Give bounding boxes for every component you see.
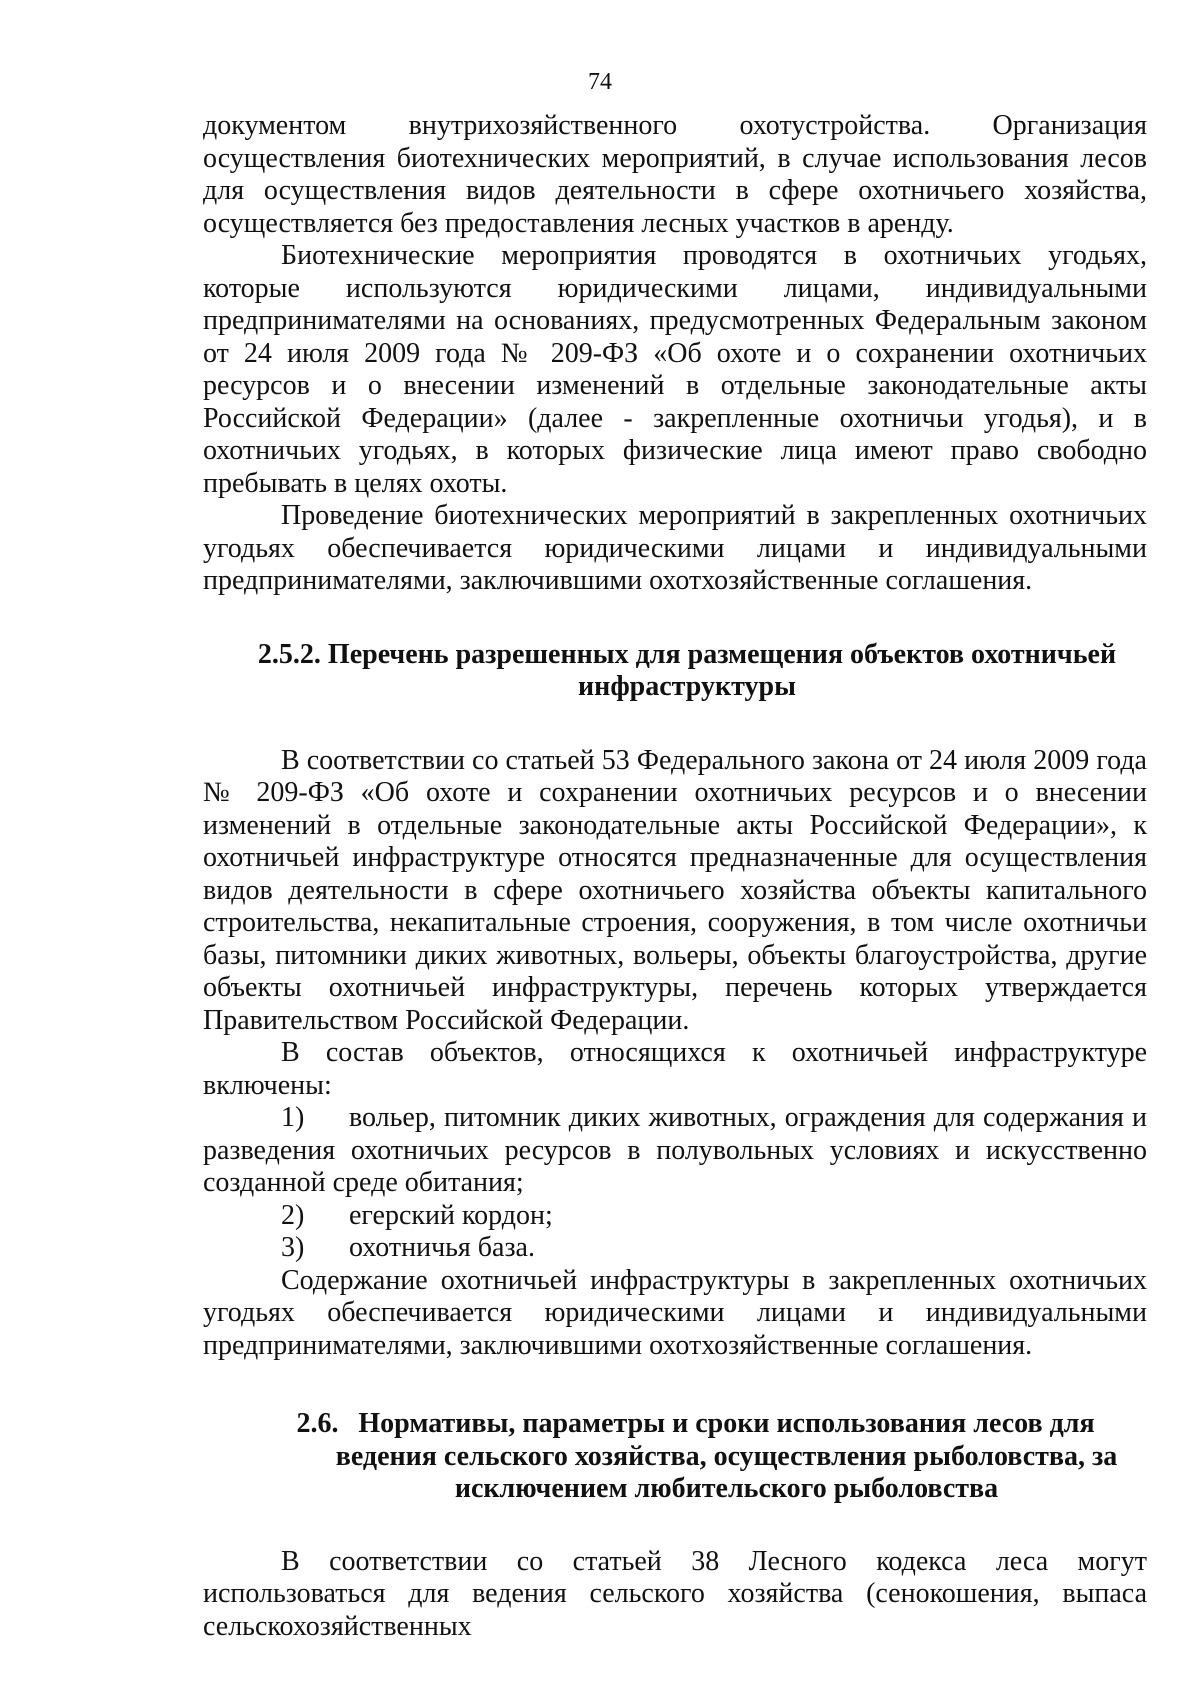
paragraph-2: Биотехнические мероприятия проводятся в охотничьих угодьях, которые используются юридическими лицами, индивидуальными предпринимателями на основаниях, предусмотренных Федеральным законом от 24 июля 2009 года № 209-ФЗ «Об охоте и о сохранении охотничьих ресурсов и о внесении изменений в отдельные законодательные акты Российской Федерации» (далее - закрепленные охотничьи угодья), и в охотничьих угодьях, в которых физические лица имеют право свободно пребывать в целях охоты. (203, 240, 1147, 499)
paragraph-5: В состав объектов, относящихся к охотничьей инфраструктуре включены: (203, 1037, 1147, 1101)
paragraph-6: Содержание охотничьей инфраструктуры в закрепленных охотничьих угодьях обеспечивается юридическими лицами и индивидуальными предпринимателями, заключившими охотхозяйственные соглашения. (203, 1264, 1147, 1361)
list-item (203, 1232, 1147, 1265)
list-item-text: егерский кордон; (349, 1199, 553, 1231)
document-body (203, 110, 1147, 1643)
paragraph-3: Проведение биотехнических мероприятий в закрепленных охотничьих угодьях обеспечивается юридическими лицами и индивидуальными предпринимателями, заключившими охотхозяйственные соглашения. (203, 500, 1147, 596)
heading-line: ведения сельского хозяйства, осуществления рыболовства, за (335, 1440, 1118, 1472)
infrastructure-list (203, 1102, 1147, 1265)
list-item-text: вольер, питомник диких животных, ограждения для содержания и разведения охотничьих ресурсов в полувольных условиях и искусственно созданной среде обитания; (203, 1102, 1147, 1198)
heading-line: инфраструктуры (578, 671, 796, 702)
list-item (203, 1102, 1147, 1200)
heading-text (306, 1408, 1147, 1506)
heading-line: исключением любительского рыболовства (454, 1473, 999, 1504)
list-item-number: 3) (281, 1232, 305, 1263)
list-item-text: охотничья база. (349, 1232, 535, 1263)
paragraph-1: документом внутрихозяйственного охотустройства. Организация осуществления биотехнических мероприятий, в случае использования лесов для осуществления видов деятельности в сфере охотничьего хозяйства, осуществляется без предоставления лесных участков в аренду. (203, 110, 1147, 239)
paragraph-7: В соответствии со статьей 38 Лесного кодекса леса могут использоваться для ведения сельского хозяйства (сенокошения, выпаса сельскохозяйственных (203, 1545, 1147, 1642)
heading-number: 2.6. (296, 1408, 339, 1439)
list-item-number: 1) (281, 1102, 305, 1133)
list-item-number: 2) (281, 1199, 305, 1231)
section-heading-2-6 (203, 1408, 1147, 1506)
paragraph-4: В соответствии со статьей 53 Федерального закона от 24 июля 2009 года № 209-ФЗ «Об охоте и сохранении охотничьих ресурсов и о внесении изменений в отдельные законодательные акты Российской Федерации», к охотничьей инфраструктуре относятся предназначенные для осуществления видов деятельности в сфере охотничьего хозяйства объекты капитального строительства, некапитальные строения, сооружения, в том числе охотничьи базы, питомники диких животных, вольеры, объекты благоустройства, другие объекты охотничьей инфраструктуры, перечень которых утверждается Правительством Российской Федерации. (203, 744, 1147, 1036)
section-heading-2-5-2 (203, 639, 1147, 704)
heading-line: 2.5.2. Перечень разрешенных для размещения объектов охотничьей (257, 638, 1117, 670)
list-item (203, 1200, 1147, 1233)
page-number: 74 (588, 69, 612, 95)
heading-line: Нормативы, параметры и сроки использования лесов для (358, 1408, 1095, 1439)
